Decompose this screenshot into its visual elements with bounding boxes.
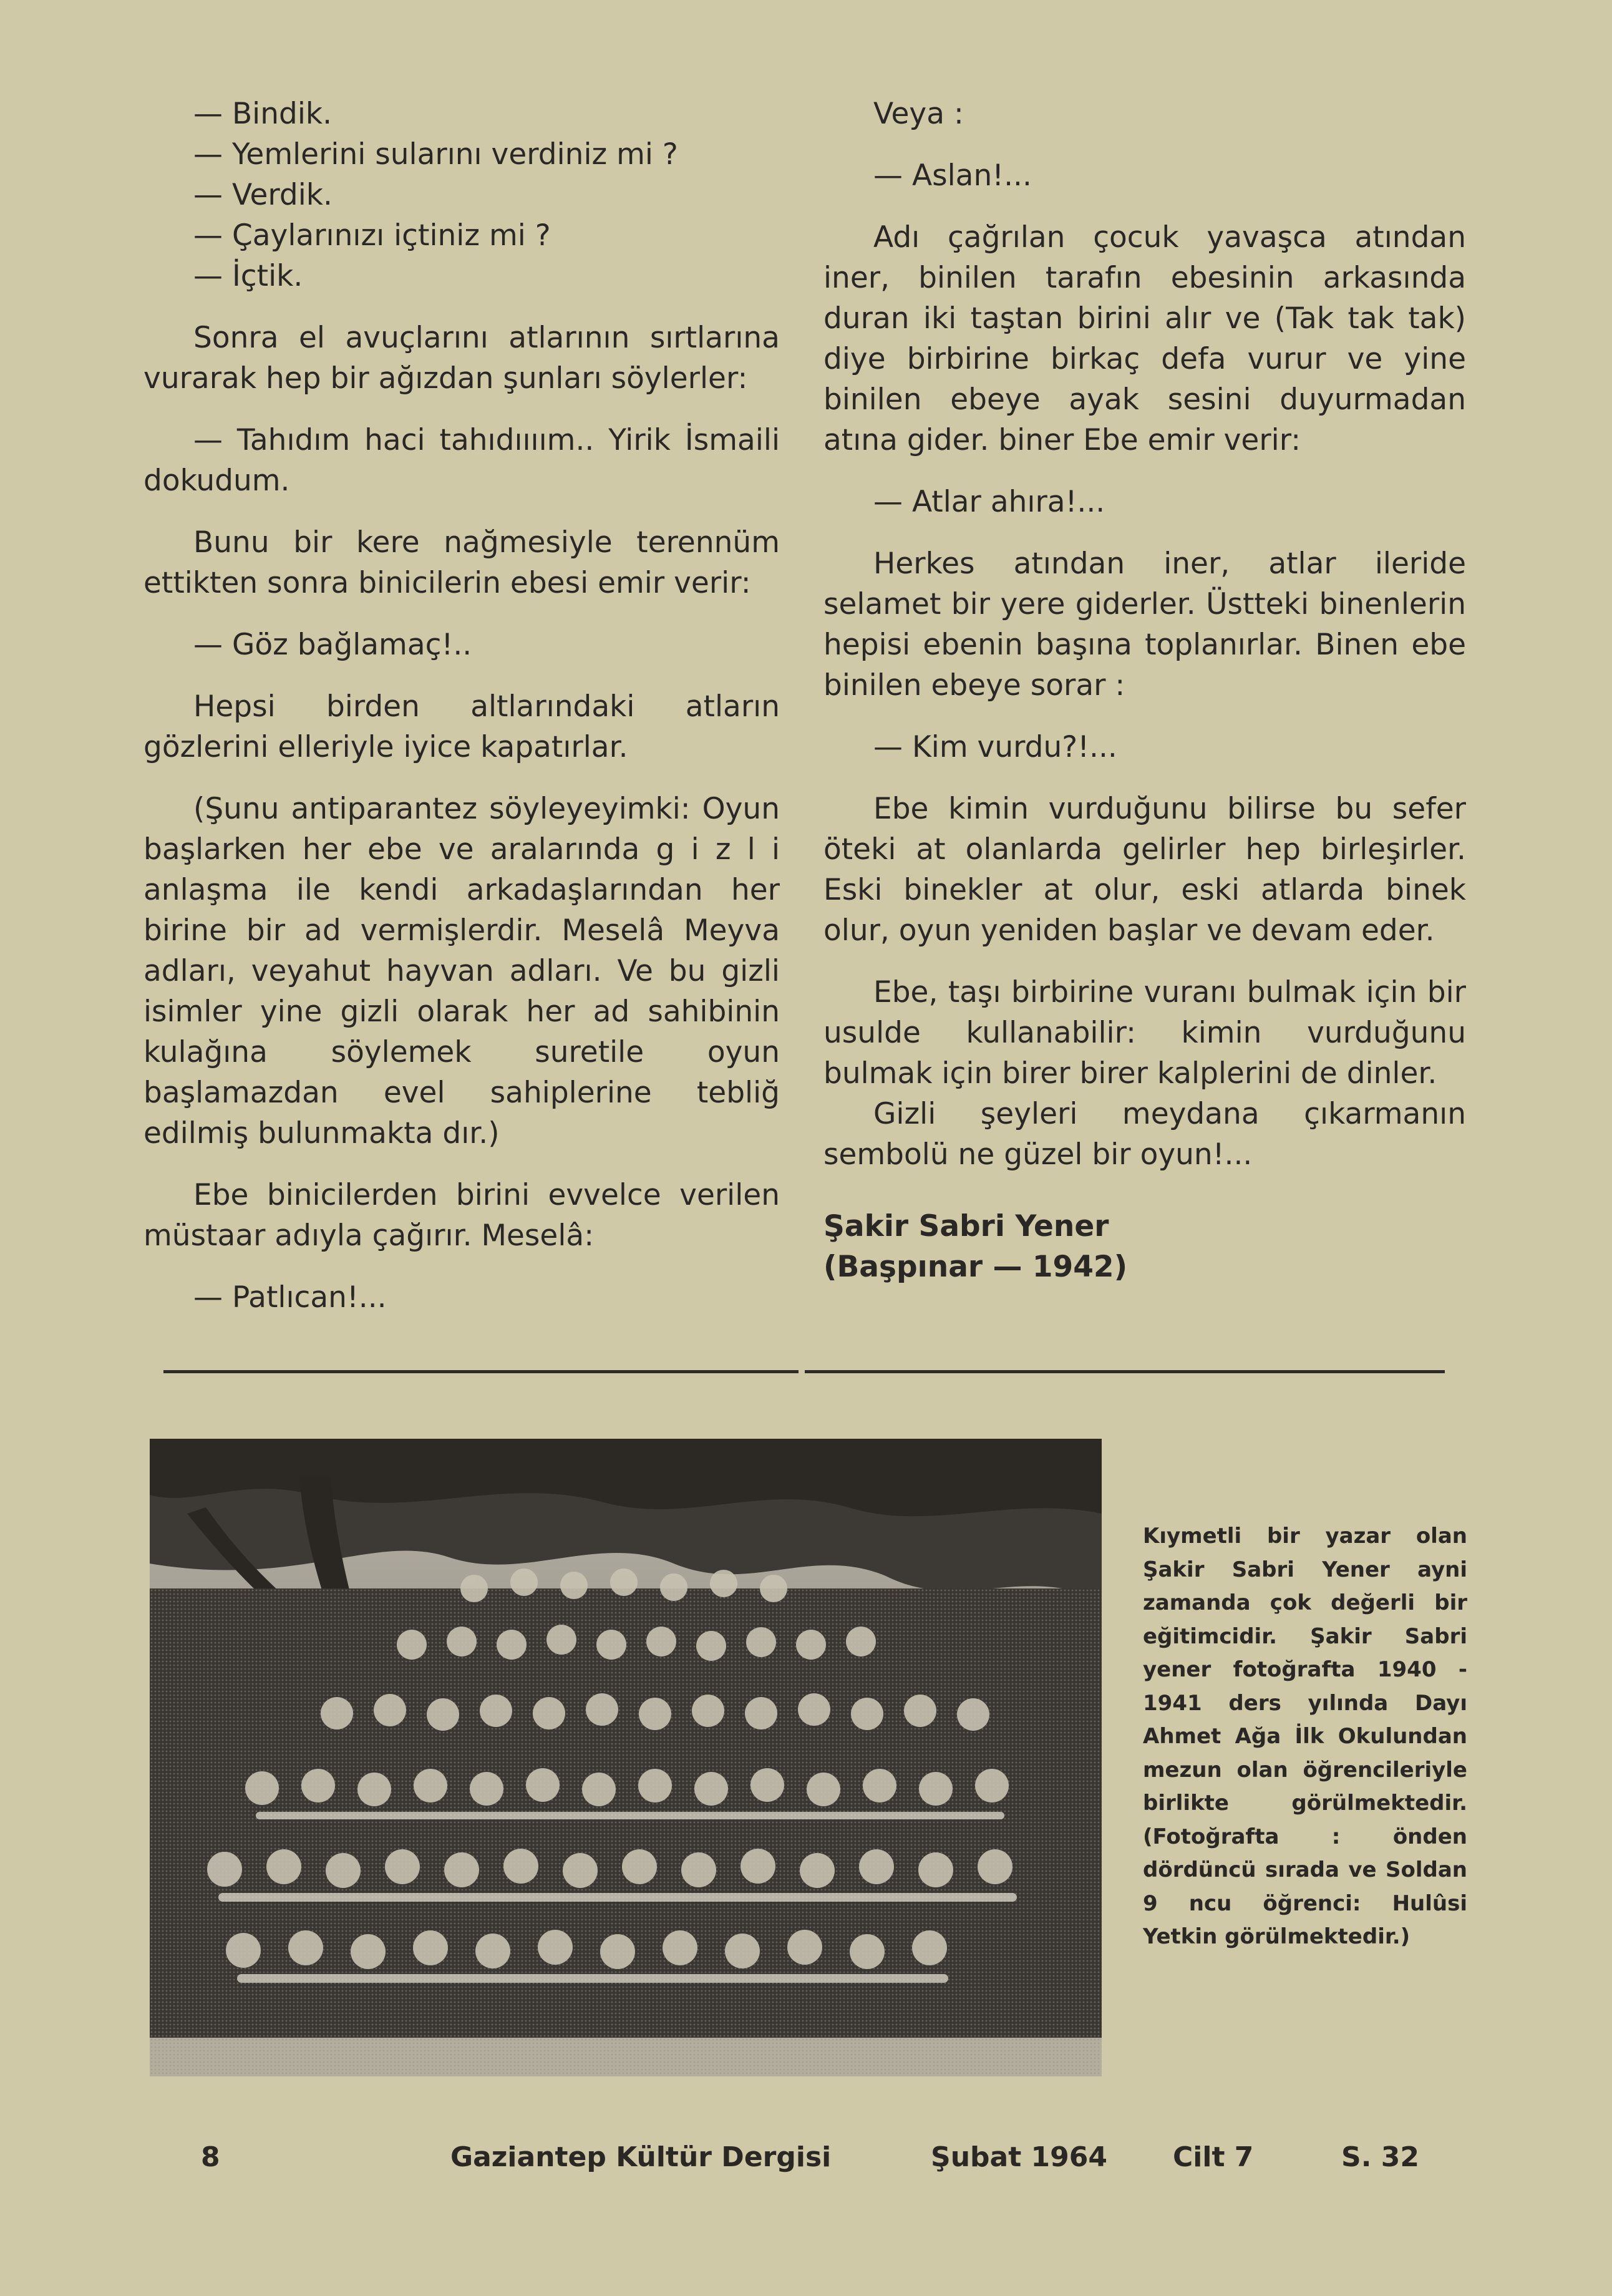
dialogue-line: — Bindik. (193, 97, 333, 131)
separator-rule-left (163, 1370, 799, 1373)
issue-number: S. 32 (1341, 2141, 1419, 2173)
left-column (143, 94, 780, 1318)
dialogue-line: — Kim vurdu?!... (873, 730, 1117, 764)
class-photo (150, 1439, 1102, 2076)
page-number: 8 (201, 2141, 220, 2173)
photo-caption-text: Kıymetli bir yazar olan Şakir Sabri Yener ayni zamanda çok değerli bir eğitimcidir. Şakir Sabri yener fotoğrafta 1940 - 1941 ders yılında Dayı Ahmet Ağa İlk Okulundan mezun olan öğrencileriyle birlikte görülmektedir. (Fotoğrafta : önden dördüncü sırada ve Soldan 9 ncu öğrenci: Hulûsi Yetkin görülmektedir.) (1143, 1524, 1467, 1949)
body-paragraph: Sonra el avuçlarını atlarının sırtlarına vurarak hep bir ağızdan şunları söylerler: (143, 321, 780, 396)
dialogue-line: Veya : (873, 97, 964, 131)
body-paragraph: Adı çağrılan çocuk yavaşca atından iner, binilen tarafın ebesinin arkasında duran iki taştan birini alır ve (Tak tak tak) diye birbirine birkaç defa vurur ve yine binilen ebeye ayak sesini duyurmadan atına gider. biner Ebe emir verir: (823, 220, 1466, 457)
dialogue-line: — Patlıcan!... (193, 1280, 387, 1315)
dialogue-line: — İçtik. (193, 259, 303, 293)
body-paragraph: Hepsi birden altlarındaki atların gözlerini elleriyle iyice kapatırlar. (143, 689, 780, 764)
body-paragraph: (Şunu antiparantez söyleyeyimki: Oyun başlarken her ebe ve aralarında g i z l i anlaşma ile kendi arkadaşlarından her birine bir ad vermişlerdir. Meselâ Meyva adları, veyahut hayvan adları. Ve bu gizli isimler yine gizli olarak her ad sahibinin kulağına söylemek suretile oyun başlamazdan evel sahiplerine tebliğ edilmiş bulunmakta dır.) (143, 792, 780, 1150)
photo-caption (1143, 1520, 1467, 1954)
body-paragraph: Ebe kimin vurduğunu bilirse bu sefer öteki at olanlarda gelirler hep birleşirler. Eski binekler at olur, eski atlarda binek olur, oyun yeniden başlar ve devam eder. (823, 792, 1466, 948)
body-paragraph: Herkes atından iner, atlar ileride selamet bir yere giderler. Üstteki binenlerin hepisi ebenin başına toplanırlar. Binen ebe binilen ebeye sorar : (823, 547, 1466, 703)
author-place-year: (Başpınar — 1942) (823, 1250, 1128, 1284)
separator-rule-right (805, 1370, 1445, 1373)
body-paragraph: Ebe binicilerden birini evvelce verilen müstaar adıyla çağırır. Meselâ: (143, 1178, 780, 1253)
dialogue-line: — Göz bağlamaç!.. (193, 628, 472, 662)
body-paragraph: Bunu bir kere nağmesiyle terennüm ettikten sonra binicilerin ebesi emir verir: (143, 525, 780, 600)
dialogue-line: — Çaylarınızı içtiniz mi ? (193, 218, 551, 253)
author-name: Şakir Sabri Yener (823, 1209, 1109, 1243)
body-paragraph: Gizli şeyleri meydana çıkarmanın sembolü ne güzel bir oyun!... (823, 1097, 1466, 1172)
dialogue-line: — Yemlerini sularını verdiniz mi ? (193, 137, 678, 172)
body-paragraph: Ebe, taşı birbirine vuranı bulmak için bir usulde kullanabilir: kimin vurduğunu bulmak için birer birer kalplerini de dinler. (823, 975, 1466, 1091)
body-paragraph: — Tahıdım haci tahıdıııım.. Yirik İsmaili dokudum. (143, 423, 780, 498)
issue-date: Şubat 1964 (931, 2141, 1108, 2173)
dialogue-line: — Atlar ahıra!... (873, 485, 1105, 519)
dialogue-line: — Aslan!... (873, 158, 1032, 193)
dialogue-line: — Verdik. (193, 178, 333, 212)
volume-label: Cilt 7 (1173, 2141, 1254, 2173)
magazine-title: Gaziantep Kültür Dergisi (450, 2141, 832, 2173)
right-column (823, 94, 1466, 1287)
class-photo-image (150, 1439, 1102, 2076)
